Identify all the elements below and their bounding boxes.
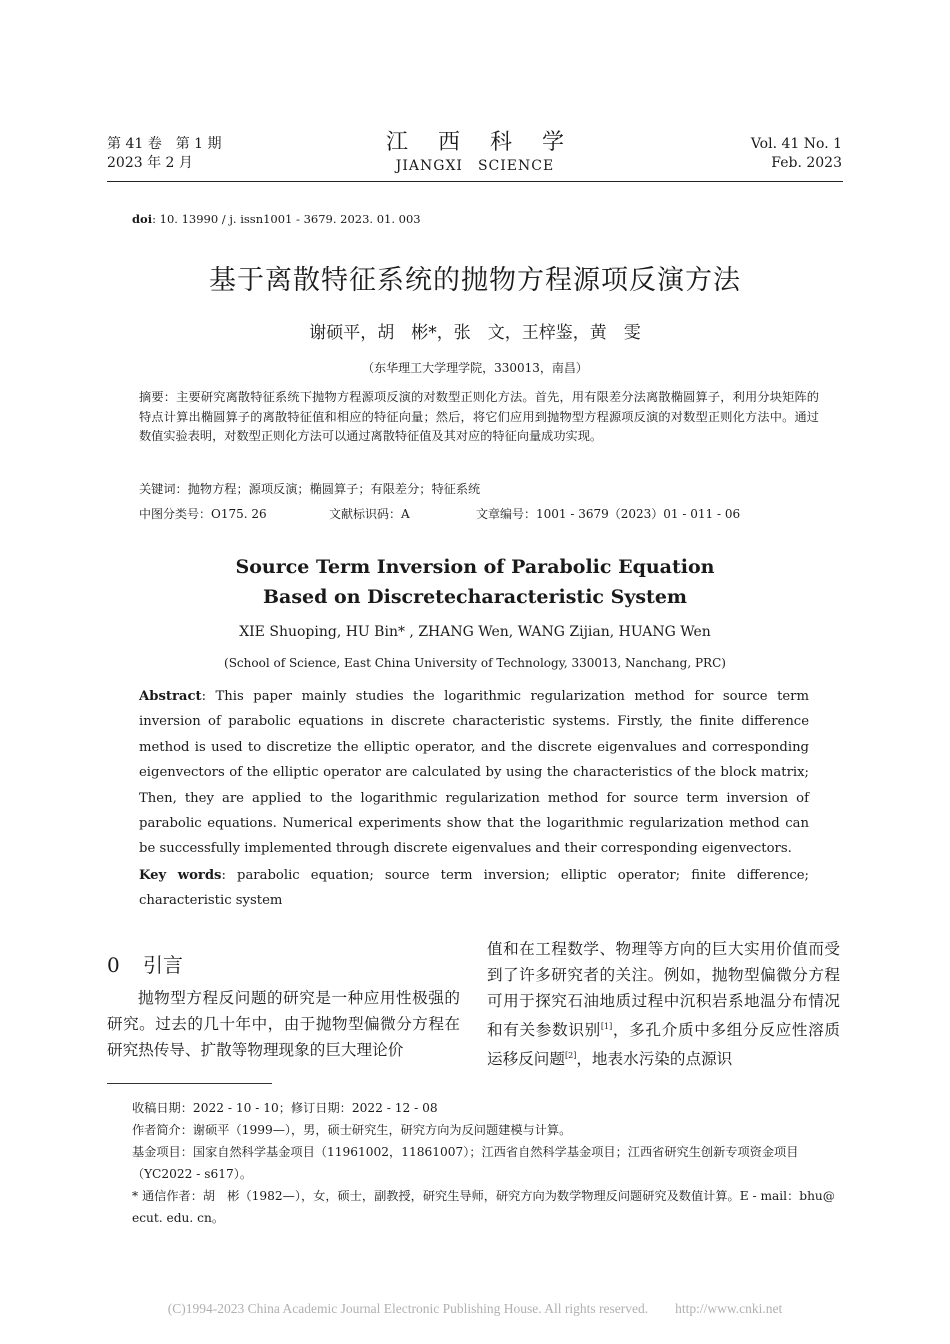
header-rule	[107, 181, 843, 182]
abstract-en	[139, 684, 809, 862]
affiliation-cn: （东华理工大学理学院，330013，南昌）	[362, 361, 588, 375]
section-heading	[107, 949, 183, 978]
header-volume-en: Vol. 41 No. 1	[750, 136, 842, 152]
title-cn: 基于离散特征系统的抛物方程源项反演方法	[209, 265, 741, 296]
header-volume-info-en	[751, 135, 842, 173]
footnote-rule	[107, 1083, 272, 1084]
title-en-line1: Source Term Inversion of Parabolic Equation	[235, 556, 715, 578]
affiliation-en: (School of Science, East China University of Technology, 330013, Nanchang, PRC)	[224, 656, 726, 670]
body-right-part2: ，多孔介质中多组分反应性溶质运移反问题	[487, 1021, 840, 1069]
abstract-en-text: : This paper mainly studies the logarithmic regularization method for source term inversion of parabolic equations in discrete characteristic systems. Firstly, the finite difference method is used to discretize the elliptic operator, and the discrete eigenvalues and corresponding eigenvectors of the elliptic operator are calculated by using the characteristics of the block matrix; Then, they are applied to the logarithmic regularization method for source term inversion of parabolic equations. Numerical experiments show that the logarithmic regularization method can be successfully implemented through discrete eigenvalues and their corresponding eigenvectors.	[139, 689, 809, 857]
journal-name-en: JIANGXI SCIENCE	[395, 158, 555, 174]
document-code: 文献标识码：A	[329, 507, 410, 521]
title-en	[0, 552, 950, 612]
section-number: 0	[107, 953, 120, 977]
keywords-en-label: Key words	[139, 868, 222, 883]
journal-name-cn: 江西科学	[385, 130, 594, 155]
clc-number: 中图分类号：O175. 26	[139, 507, 267, 521]
header-date-cn: 2023 年 2 月	[107, 155, 193, 171]
abstract-cn: 摘要：主要研究离散特征系统下抛物方程源项反演的对数型正则化方法。首先，用有限差分法离散椭圆算子，利用分块矩阵的特点计算出椭圆算子的离散特征值和相应的特征向量；然后，将它们应用到抛物型方程源项反演的对数型正则化方法中。通过数值实验表明，对数型正则化方法可以通过离散特征值及其对应的特征向量成功实现。	[139, 390, 819, 443]
footnote-received: 收稿日期：2022 - 10 - 10；修订日期：2022 - 12 - 08	[132, 1101, 438, 1115]
copyright-watermark: (C)1994-2023 China Academic Journal Electronic Publishing House. All rights reserved. http://www.cnki.net	[167, 1301, 783, 1316]
keywords-cn: 关键词：抛物方程；源项反演；椭圆算子；有限差分；特征系统	[139, 482, 481, 496]
title-en-line2: Based on Discretecharacteristic System	[262, 586, 688, 608]
reference-2[interactable]: [2]	[564, 1051, 577, 1061]
body-left-column: 抛物型方程反问题的研究是一种应用性极强的研究。过去的几十年中，由于抛物型偏微分方程在研究热传导、扩散等物理现象的巨大理论价	[107, 989, 460, 1059]
body-right-part1: 值和在工程数学、物理等方向的巨大实用价值而受到了许多研究者的关注。例如，抛物型偏微分方程可用于探究石油地质过程中沉积岩系地温分布情况和有关参数识别	[487, 940, 840, 1040]
abstract-en-label: Abstract	[139, 689, 202, 704]
footnote-funding: 基金项目：国家自然科学基金项目（11961002，11861007）；江西省自然科学基金项目；江西省研究生创新专项资金项目（YC2022 - s617）。	[132, 1145, 799, 1181]
authors-en: XIE Shuoping, HU Bin* , ZHANG Wen, WANG Zijian, HUANG Wen	[239, 624, 711, 640]
doi-value[interactable]: : 10. 13990 / j. issn1001 - 3679. 2023. 01. 003	[152, 212, 421, 226]
keywords-en	[139, 863, 809, 914]
doi-label: doi	[132, 212, 153, 226]
header-date-en: Feb. 2023	[771, 155, 842, 171]
footnote-author-bio: 作者简介：谢硕平（1999—），男，硕士研究生，研究方向为反问题建模与计算。	[132, 1123, 572, 1137]
doi-line	[132, 212, 421, 226]
body-right-column	[487, 936, 840, 1072]
authors-cn: 谢硕平，胡 彬*，张 文，王梓鉴，黄 雯	[309, 323, 641, 343]
keywords-en-text: : parabolic equation; source term inversion; elliptic operator; finite difference; characteristic system	[139, 868, 809, 909]
section-title: 引言	[143, 953, 183, 977]
body-right-part3: ，地表水污染的点源识	[576, 1050, 733, 1069]
article-number: 文章编号：1001 - 3679（2023）01 - 011 - 06	[476, 507, 741, 521]
reference-1[interactable]: [1]	[600, 1022, 613, 1031]
footnote-corresponding: * 通信作者：胡 彬（1982—），女，硕士，副教授，研究生导师，研究方向为数学物理反问题研究及数值计算。E - mail：bhu@ ecut. edu. cn。	[132, 1189, 835, 1225]
header-volume-issue: 第 41 卷 第 1 期	[107, 136, 222, 152]
